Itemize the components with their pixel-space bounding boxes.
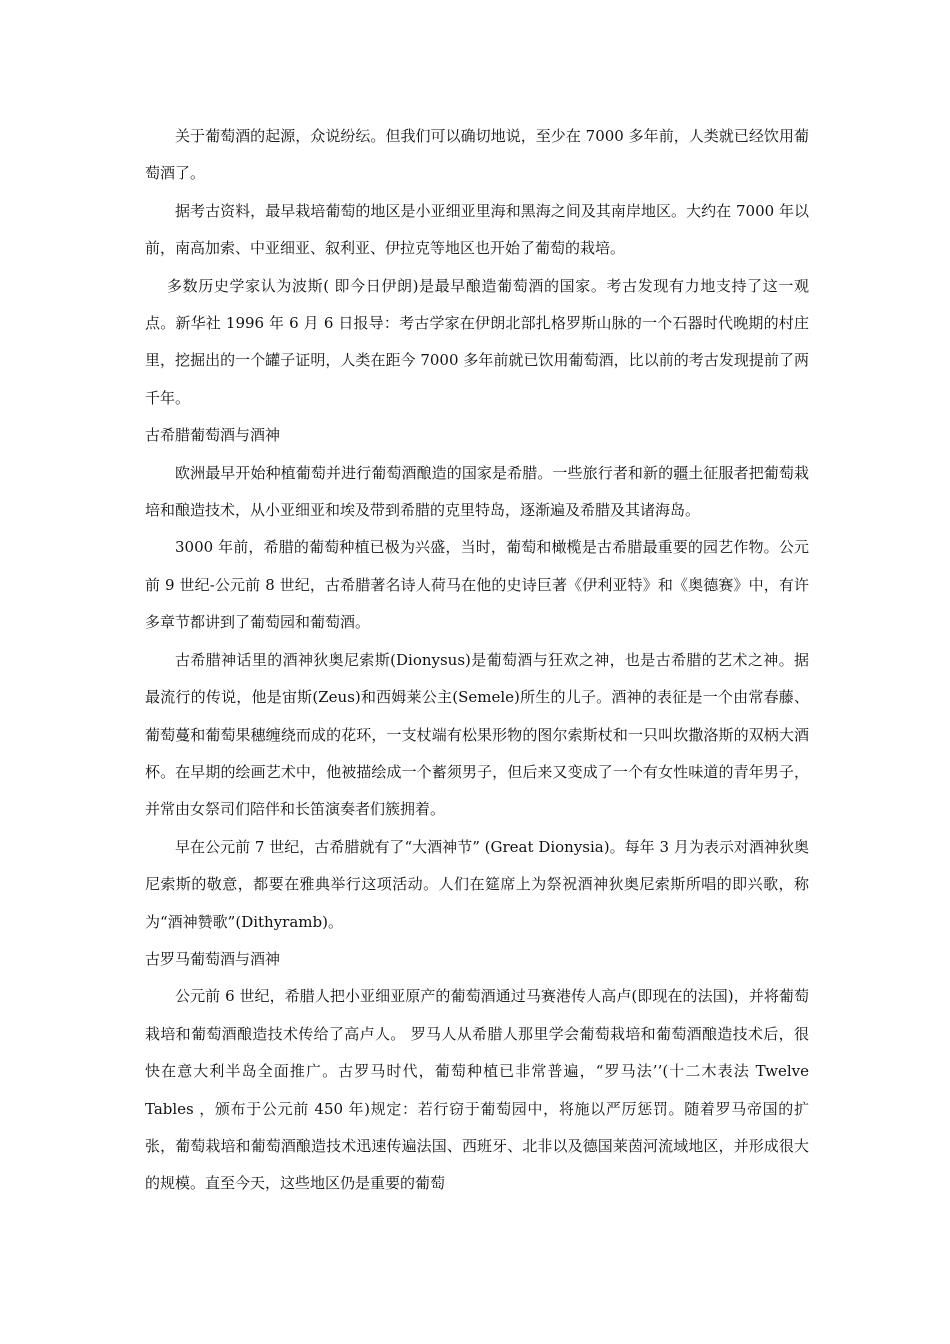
heading-ancient-rome: 古罗马葡萄酒与酒神 [145,949,281,968]
paragraph-archaeology: 据考古资料，最早栽培葡萄的地区是小亚细亚里海和黑海之间及其南岸地区。大约在 7000 年以前，南高加索、中亚细亚、叙利亚、伊拉克等地区也开始了葡萄的栽培。 [145,201,809,258]
paragraph-greece-cultivation: 欧洲最早开始种植葡萄并进行葡萄酒酿造的国家是希腊。一些旅行者和新的疆土征服者把葡萄栽培和酿造技术，从小亚细亚和埃及带到希腊的克里特岛，逐渐遍及希腊及其诸海岛。 [145,463,809,520]
heading-ancient-greece: 古希腊葡萄酒与酒神 [145,426,281,445]
paragraph-great-dionysia: 早在公元前 7 世纪，古希腊就有了“大酒神节” (Great Dionysia)。每年 3 月为表示对酒神狄奥尼索斯的敬意，都要在雅典举行这项活动。人们在筵席上为祭祝酒神狄奥尼索斯所唱的即兴歌，称为“酒神赞歌”(Dithyramb)。 [145,837,809,931]
paragraph-greece-3000-years: 3000 年前，希腊的葡萄种植已极为兴盛，当时，葡萄和橄榄是古希腊最重要的园艺作物。公元前 9 世纪-公元前 8 世纪，古希腊著名诗人荷马在他的史诗巨著《伊利亚特》和《奥德赛》中，有许多章节都讲到了葡萄园和葡萄酒。 [145,538,809,632]
document-body [145,118,809,1203]
paragraph-persia: 多数历史学家认为波斯( 即今日伊朗)是最早酿造葡萄酒的国家。考古发现有力地支持了这一观点。新华社 1996 年 6 月 6 日报导：考古学家在伊朗北部扎格罗斯山脉的一个石器时代晚期的村庄里，挖掘出的一个罐子证明，人类在距今 7000 多年前就已饮用葡萄酒，比以前的考古发现提前了两千年。 [145,276,809,407]
paragraph-dionysus: 古希腊神话里的酒神狄奥尼索斯(Dionysus)是葡萄酒与狂欢之神，也是古希腊的艺术之神。据最流行的传说，他是宙斯(Zeus)和西姆莱公主(Semele)所生的儿子。酒神的表征是一个由常春藤、葡萄蔓和葡萄果穗缠绕而成的花环，一支杖端有松果形物的图尔索斯杖和一只叫坎撒洛斯的双柄大酒杯。在早期的绘画艺术中，他被描绘成一个蓄须男子，但后来又变成了一个有女性味道的青年男子，并常由女祭司们陪伴和长笛演奏者们簇拥着。 [145,650,809,819]
paragraph-origin: 关于葡萄酒的起源，众说纷纭。但我们可以确切地说，至少在 7000 多年前，人类就已经饮用葡萄酒了。 [145,127,809,183]
paragraph-rome: 公元前 6 世纪，希腊人把小亚细亚原产的葡萄酒通过马赛港传人高卢(即现在的法国)，并将葡萄栽培和葡萄酒酿造技术传给了高卢人。 罗马人从希腊人那里学会葡萄栽培和葡萄酒酿造技术后，很快在意大利半岛全面推广。古罗马时代，葡萄种植已非常普遍，“罗马法’’(十二木表法 Twelve Tables ，颁布于公元前 450 年)规定：若行窃于葡萄园中，将施以严厉惩罚。随着罗马帝国的扩张，葡萄栽培和葡萄酒酿造技术迅速传遍法国、西班牙、北非以及德国莱茵河流域地区，并形成很大的规模。直至今天，这些地区仍是重要的葡萄 [145,987,809,1193]
